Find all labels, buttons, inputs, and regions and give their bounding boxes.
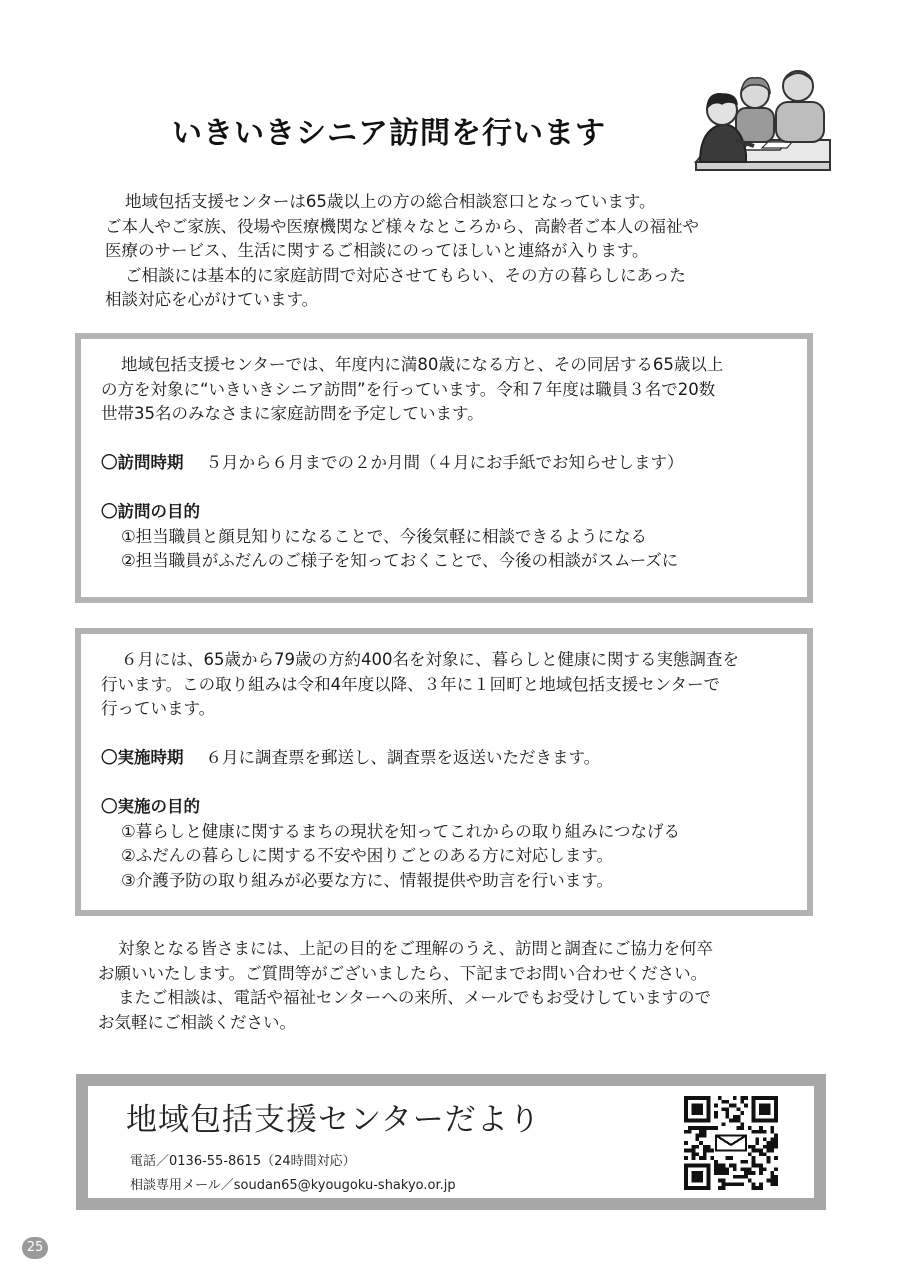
closing-line: お気軽にご相談ください。 bbox=[98, 1012, 296, 1032]
closing-line: お願いいたします。ご質問等がございましたら、下記までお問い合わせください。 bbox=[98, 963, 708, 983]
survey-purpose-item: ①暮らしと健康に関するまちの現状を知ってこれからの取り組みにつなげる bbox=[121, 821, 680, 841]
intro-line: 医療のサービス、生活に関するご相談にのってほしいと連絡が入ります。 bbox=[105, 241, 649, 260]
closing-line: またご相談は、電話や福祉センターへの来所、メールでもお受けしていますので bbox=[118, 988, 712, 1007]
page-number: 25 bbox=[22, 1237, 48, 1259]
intro-line: 相談対応を心がけています。 bbox=[105, 290, 319, 309]
contact-email[interactable]: 相談専用メール／soudan65@kyougoku-shakyo.or.jp bbox=[130, 1178, 456, 1193]
visit-description-line: 地域包括支援センターでは、年度内に満80歳になる方と、その同居する65歳以上 bbox=[121, 355, 724, 374]
visit-period-label: 〇訪問時期 bbox=[101, 453, 184, 472]
intro-line: ご本人やご家族、役場や医療機関など様々なところから、高齢者ご本人の福祉や bbox=[105, 216, 699, 236]
visit-description-line: の方を対象に“いきいきシニア訪問”を行っています。令和７年度は職員３名で20数 bbox=[101, 379, 716, 399]
survey-period-value: ６月に調査票を郵送し、調査票を返送いただきます。 bbox=[205, 748, 601, 767]
page-title: いきいきシニア訪問を行います bbox=[172, 116, 606, 151]
survey-purpose-item: ②ふだんの暮らしに関する不安や困りごとのある方に対応します。 bbox=[121, 846, 613, 865]
visit-info-box bbox=[75, 333, 813, 603]
visit-purpose-item: ①担当職員と顔見知りになることで、今後気軽に相談できるようになる bbox=[121, 526, 647, 546]
closing-line: 対象となる皆さまには、上記の目的をご理解のうえ、訪問と調査にご協力を何卒 bbox=[118, 939, 713, 958]
closing-text bbox=[98, 937, 818, 1035]
survey-period-row bbox=[101, 746, 807, 771]
survey-period-label: 〇実施時期 bbox=[101, 748, 184, 767]
survey-info-box bbox=[75, 628, 813, 916]
qr-code-icon[interactable] bbox=[684, 1096, 778, 1190]
survey-description-line: ６月には、65歳から79歳の方約400名を対象に、暮らしと健康に関する実態調査を bbox=[121, 650, 739, 669]
newsletter-footer bbox=[76, 1074, 826, 1210]
consultation-illustration bbox=[692, 66, 832, 178]
intro-line: ご相談には基本的に家庭訪問で対応させてもらい、その方の暮らしにあった bbox=[125, 265, 686, 285]
visit-period-row bbox=[101, 451, 807, 476]
visit-description-line: 世帯35名のみなさまに家庭訪問を予定しています。 bbox=[101, 404, 484, 423]
visit-purpose-label: 〇訪問の目的 bbox=[101, 502, 200, 521]
survey-description-line: 行っています。 bbox=[101, 699, 216, 718]
survey-purpose-label: 〇実施の目的 bbox=[101, 797, 200, 816]
survey-description-line: 行います。この取り組みは令和4年度以降、３年に１回町と地域包括支援センターで bbox=[101, 674, 721, 694]
survey-purpose-item: ③介護予防の取り組みが必要な方に、情報提供や助言を行います。 bbox=[121, 870, 613, 890]
visit-period-value: ５月から６月までの２か月間（４月にお手紙でお知らせします） bbox=[205, 453, 684, 472]
contact-phone: 電話／0136-55-8615（24時間対応） bbox=[130, 1154, 356, 1169]
footer-title: 地域包括支援センターだより bbox=[126, 1102, 541, 1138]
visit-purpose-item: ②担当職員がふだんのご様子を知っておくことで、今後の相談がスムーズに bbox=[121, 551, 679, 570]
intro-line: 地域包括支援センターは65歳以上の方の総合相談窓口となっています。 bbox=[125, 192, 656, 211]
intro-text bbox=[105, 190, 805, 313]
